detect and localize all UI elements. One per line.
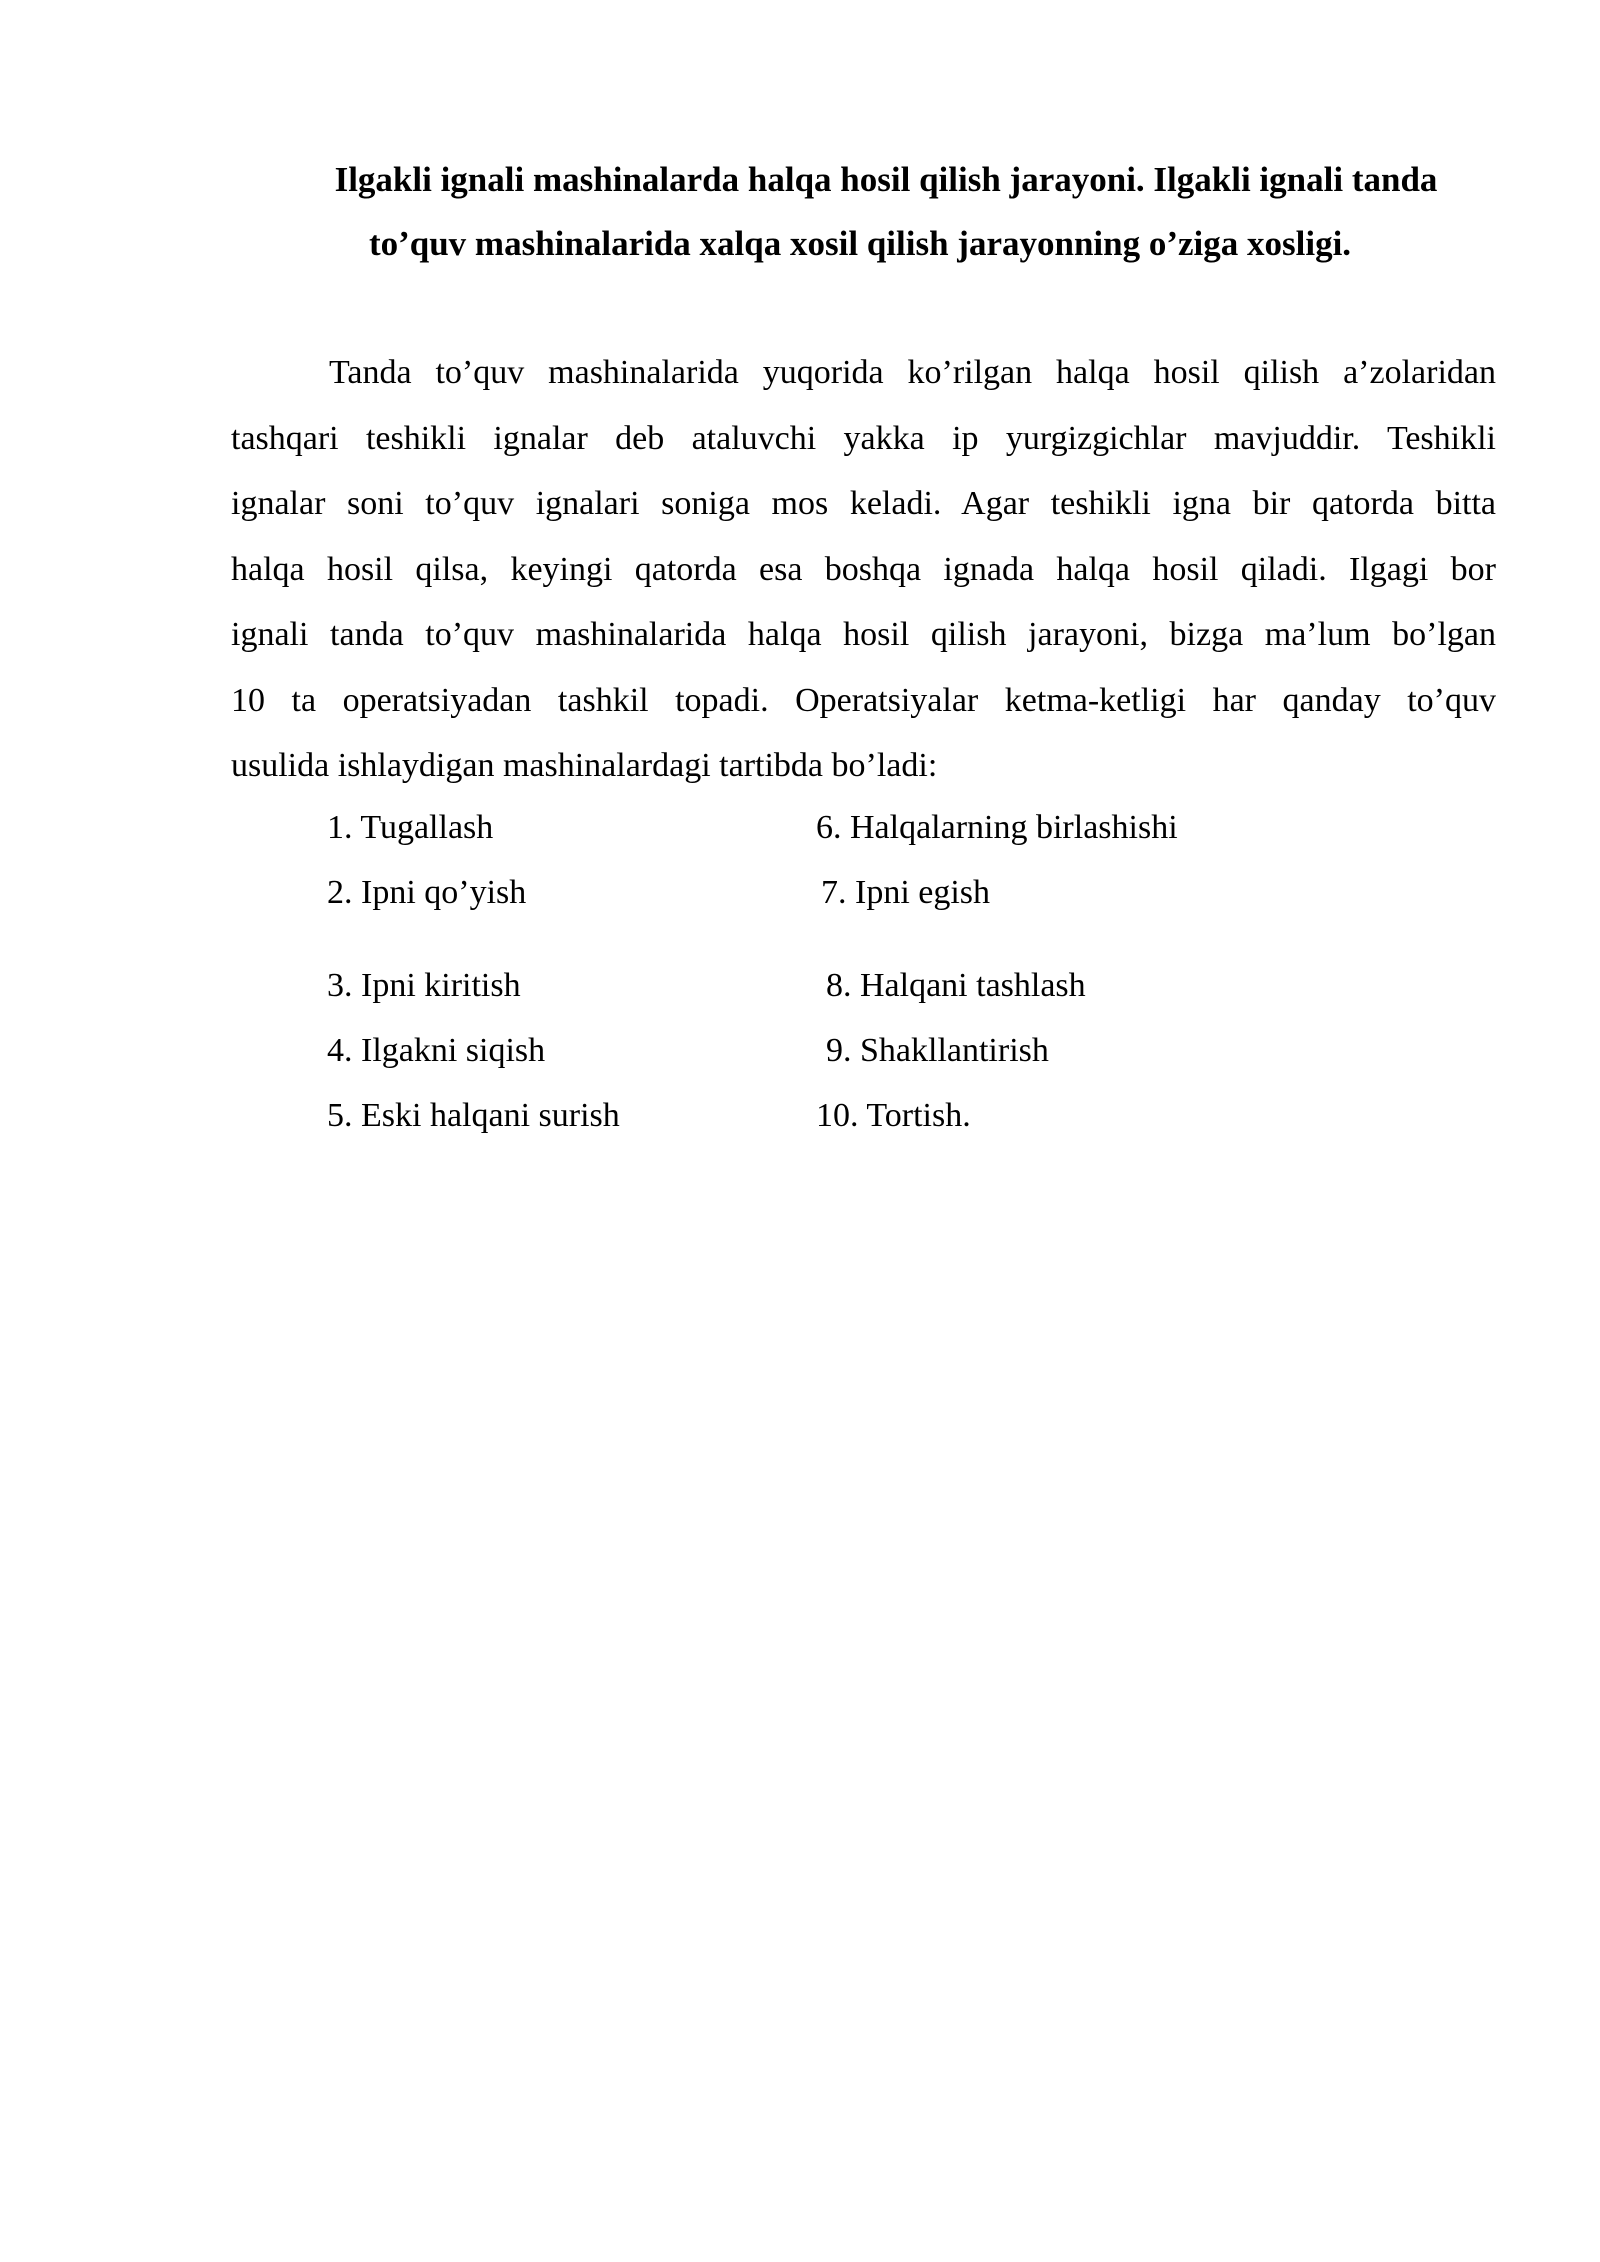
paragraph-line: Tanda to’quv mashinalarida yuqorida ko’rilgan halqa hosil qilish a’zolaridan	[329, 354, 1496, 391]
operation-item: 10. Tortish.	[816, 1097, 971, 1134]
paragraph-line: halqa hosil qilsa, keyingi qatorda esa boshqa ignada halqa hosil qiladi. Ilgagi bor	[231, 550, 1496, 588]
paragraph-line: ignalar soni to’quv ignalari soniga mos keladi. Agar teshikli igna bir qatorda bitta	[231, 485, 1496, 522]
operation-item: 8. Halqani tashlash	[826, 967, 1086, 1004]
operation-item: 9. Shakllantirish	[826, 1032, 1049, 1069]
paragraph-line: ignali tanda to’quv mashinalarida halqa hosil qilish jarayoni, bizga ma’lum bo’lgan	[231, 616, 1496, 653]
paragraph-line: usulida ishlaydigan mashinalardagi tartibda bo’ladi:	[231, 747, 938, 784]
paragraph-line: 10 ta operatsiyadan tashkil topadi. Operatsiyalar ketma-ketligi har qanday to’quv	[231, 681, 1496, 719]
title-line-1: Ilgakli ignali mashinalarda halqa hosil qilish jarayoni. Ilgakli ignali tanda	[334, 160, 1438, 199]
body-paragraph	[231, 340, 1496, 799]
operation-item: 4. Ilgakni siqish	[327, 1032, 546, 1069]
operation-item: 7. Ipni egish	[821, 874, 991, 911]
operation-item: 5. Eski halqani surish	[327, 1097, 620, 1134]
paragraph-line: tashqari teshikli ignalar deb ataluvchi yakka ip yurgizgichlar mavjuddir. Teshikli	[231, 419, 1496, 457]
operation-item: 2. Ipni qo’yish	[327, 874, 527, 911]
operation-item: 6. Halqalarning birlashishi	[816, 809, 1178, 846]
document-title	[230, 148, 1490, 276]
title-line-2: to’quv mashinalarida xalqa xosil qilish jarayonning o’ziga xosligi.	[368, 224, 1352, 263]
operation-item: 3. Ipni kiritish	[327, 967, 521, 1004]
operation-item: 1. Tugallash	[327, 809, 494, 846]
